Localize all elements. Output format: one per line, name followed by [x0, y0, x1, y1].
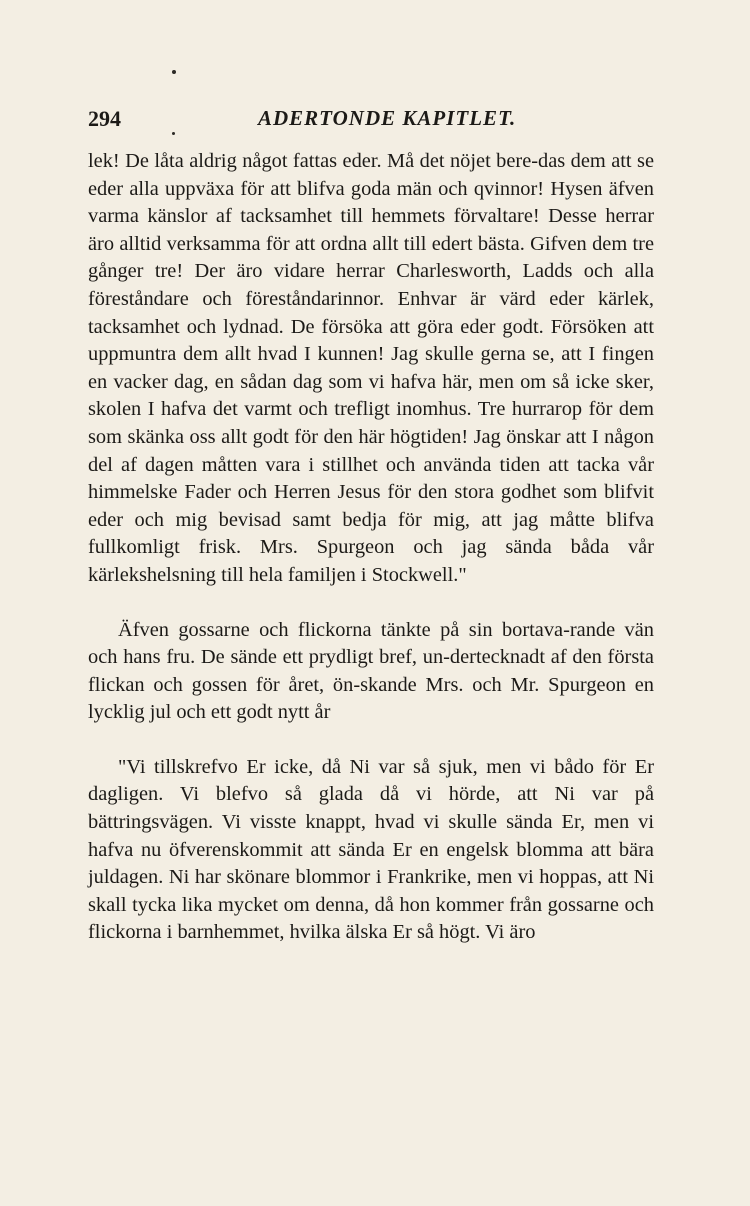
page-header: [88, 106, 654, 136]
paragraph-children-letter: Äfven gossarne och flickorna tänkte på sin bortava-rande vän och hans fru. De sände ett prydligt bref, un-dertecknadt af den första flickan och gossen för året, ön-skande Mrs. och Mr. Spurgeon en lycklig jul och ett godt nytt år: [88, 618, 654, 724]
running-head: ADERTONDE KAPITLET.: [258, 106, 517, 130]
page-number: 294: [88, 106, 121, 131]
ink-speck: [172, 70, 176, 74]
paragraph-gap: [88, 727, 654, 754]
paragraph-quoted-letter: "Vi tillskrefvo Er icke, då Ni var så sjuk, men vi bådo för Er dagligen. Vi blefvo så glada då vi hörde, att Ni var på bättringsvägen. Vi visste knappt, hvad vi skulle sända Er, men vi hafva nu öfverenskommit att sända Er en engelsk blomma att bära juldagen. Ni har skönare blommor i Frankrike, men vi hoppas, att Ni skall tycka lika mycket om denna, då hon kommer från gossarne och flickorna i barnhemmet, hvilka älska Er så högt. Vi äro: [88, 755, 654, 944]
paragraph-continuation: lek! De låta aldrig något fattas eder. Må det nöjet bere-das dem att se eder alla uppväxa för att blifva goda män och qvinnor! Hysen äfven varma känslor af tacksamhet till hemmets förvaltare! Desse herrar äro alltid verksamma för att ordna allt till edert bästa. Gifven dem tre gånger tre! Der äro vidare herrar Charlesworth, Ladds och alla föreståndare och föreståndarinnor. Enhvar är värd eder kärlek, tacksamhet och lydnad. De försöka att göra eder godt. Försöken att uppmuntra dem allt hvad I kunnen! Jag skulle gerna se, att I fingen en vacker dag, en sådan dag som vi hafva här, men om så icke sker, skolen I hafva det varmt och trefligt inomhus. Tre hurrarop för dem som skänka oss allt godt för den här högtiden! Jag önskar att I någon del af dagen måtten vara i stillhet och använda tiden att tacka vår himmelske Fader och Herren Jesus för den stora godhet som blifvit eder och mig bevisad samt bedja för mig, att jag måtte blifva fullkomligt frisk. Mrs. Spurgeon och jag sända båda vår kärlekshelsning till hela familjen i Stockwell.": [88, 150, 654, 586]
paragraph-gap: [88, 590, 654, 617]
body-text: [88, 148, 654, 947]
